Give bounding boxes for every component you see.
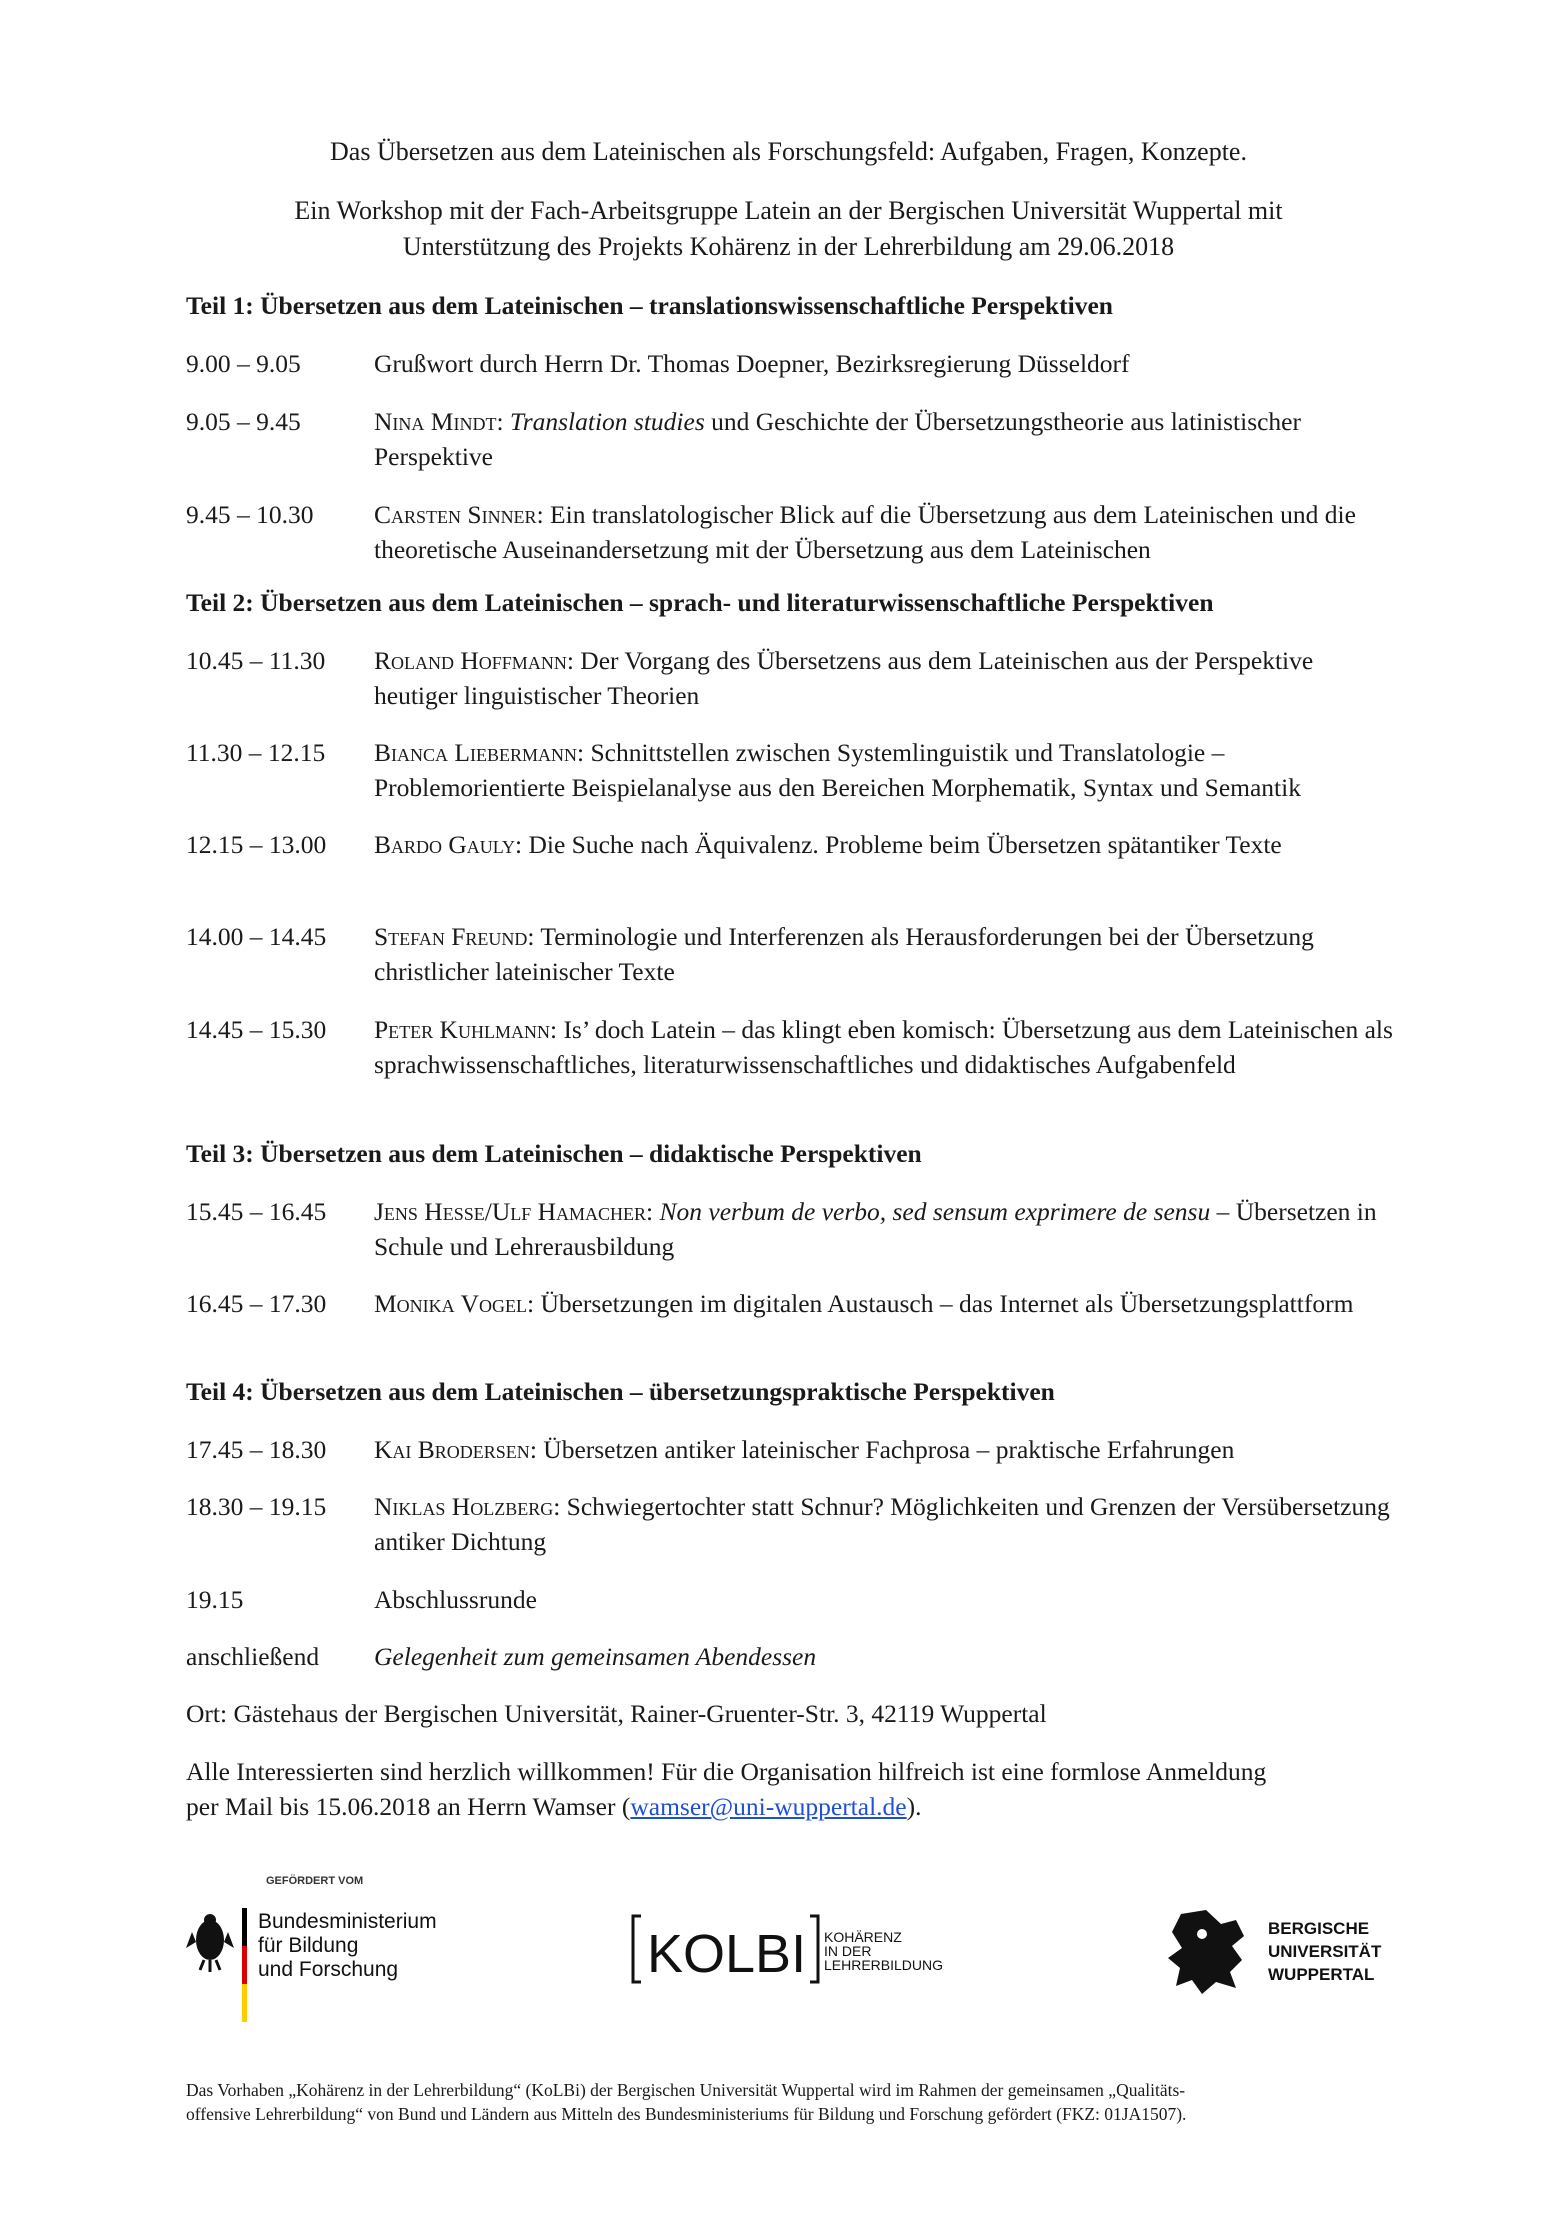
document-title: Das Übersetzen aus dem Lateinischen als Forschungsfeld: Aufgaben, Fragen, Konzepte. — [330, 137, 1247, 166]
schedule-time: 9.00 – 9.05 — [186, 349, 301, 378]
footnote-line-2: offensive Lehrerbildung“ von Bund und Ländern aus Mitteln des Bundesministeriums für Bildung und Forschung gefördert (FKZ: 01JA1507). — [186, 2104, 1187, 2124]
schedule-time: anschließend — [186, 1642, 320, 1671]
kolbi-logo — [633, 1916, 943, 1984]
speaker-name: Bardo Gauly — [374, 830, 515, 859]
schedule-time: 19.15 — [186, 1585, 244, 1614]
schedule-description: Abschlussrunde — [374, 1585, 537, 1614]
section-heading-3: Teil 3: Übersetzen aus dem Lateinischen – didaktische Perspektiven — [186, 1139, 922, 1168]
invitation-suffix: ). — [906, 1792, 922, 1821]
section-heading-1: Teil 1: Übersetzen aus dem Lateinischen – translationswissenschaftliche Perspektiven — [186, 291, 1113, 320]
speaker-name: Kai Brodersen — [374, 1435, 530, 1464]
kolbi-tagline-1: KOHÄRENZ — [824, 1929, 902, 1945]
document-subtitle — [186, 193, 1391, 265]
lion-crest-icon — [1168, 1910, 1244, 1994]
schedule-description: Roland Hoffmann: Der Vorgang des Übersetzens aus dem Lateinischen aus der Perspektive heutiger linguistischer Theorien — [374, 646, 1314, 710]
section-heading-4: Teil 4: Übersetzen aus dem Lateinischen – übersetzungspraktische Perspektiven — [186, 1377, 1055, 1406]
invitation-prefix: per Mail bis 15.06.2018 an Herrn Wamser ( — [186, 1792, 631, 1821]
speaker-name: Carsten Sinner — [374, 500, 537, 529]
schedule-time: 15.45 – 16.45 — [186, 1197, 327, 1226]
schedule-time: 17.45 – 18.30 — [186, 1435, 327, 1464]
kolbi-wordmark: KOLBI — [647, 1924, 807, 1984]
talk-title: Übersetzen antiker lateinischer Fachprosa – praktische Erfahrungen — [543, 1435, 1235, 1464]
schedule-description: Peter Kuhlmann: Is’ doch Latein – das klingt eben komisch: Übersetzung aus dem Lateinischen als sprachwissenschaftliches, literaturwissenschaftliches und didaktisches Aufgabenfeld — [374, 1015, 1393, 1079]
talk-title: Die Suche nach Äquivalenz. Probleme beim Übersetzen spätantiker Texte — [528, 830, 1282, 859]
bmbf-name-line-1: Bundesministerium — [258, 1910, 437, 1933]
talk-title: Der Vorgang des Übersetzens aus dem Lateinischen aus der Perspektive heutiger linguistischer Theorien — [374, 646, 1314, 710]
venue-text: Ort: Gästehaus der Bergischen Universität, Rainer-Gruenter-Str. 3, 42119 Wuppertal — [186, 1699, 1047, 1728]
schedule-time: 10.45 – 11.30 — [186, 646, 326, 675]
schedule-time: 9.45 – 10.30 — [186, 500, 314, 529]
talk-title-italic: Translation studies — [509, 407, 705, 436]
invitation-text — [186, 1754, 1396, 1824]
talk-title: und Geschichte der Übersetzungstheorie aus latinistischer Perspektive — [374, 407, 1301, 471]
speaker-name: Bianca Liebermann — [374, 738, 577, 767]
talk-title-italic: Non verbum de verbo, sed sensum exprimere de sensu — [659, 1197, 1211, 1226]
schedule-description: Carsten Sinner: Ein translatologischer Blick auf die Übersetzung aus dem Lateinischen und die theoretische Auseinandersetzung mit der Übersetzung aus dem Lateinischen — [374, 500, 1356, 564]
schedule-time: 12.15 – 13.00 — [186, 830, 327, 859]
speaker-name: Peter Kuhlmann — [374, 1015, 550, 1044]
flag-stripe-red — [242, 1946, 247, 1984]
schedule-description: Gelegenheit zum gemeinsamen Abendessen — [374, 1642, 817, 1671]
funding-footnote — [186, 2078, 1376, 2126]
talk-title: Übersetzungen im digitalen Austausch – das Internet als Übersetzungsplattform — [540, 1289, 1354, 1318]
invitation-line-1: Alle Interessierten sind herzlich willkommen! Für die Organisation hilfreich ist eine formlose Anmeldung — [186, 1757, 1267, 1786]
speaker-name: Nina Mindt — [374, 407, 497, 436]
schedule-time: 11.30 – 12.15 — [186, 738, 326, 767]
schedule-description: Stefan Freund: Terminologie und Interferenzen als Herausforderungen bei der Übersetzung christlicher lateinischer Texte — [374, 922, 1314, 986]
schedule-description: Jens Heße/Ulf Hamacher: Non verbum de verbo, sed sensum exprimere de sensu – Übersetzen in Schule und Lehrerausbildung — [374, 1197, 1377, 1261]
schedule-time: 14.45 – 15.30 — [186, 1015, 327, 1044]
buw-name-line-2: UNIVERSITÄT — [1268, 1942, 1382, 1961]
federal-eagle-icon — [186, 1914, 234, 1972]
bmbf-name-line-2: für Bildung — [258, 1934, 359, 1957]
schedule-time: 16.45 – 17.30 — [186, 1289, 327, 1318]
speaker-name: Monika Vogel — [374, 1289, 527, 1318]
talk-title: Schnittstellen zwischen Systemlinguistik und Translatologie – Problemorientierte Beispielanalyse aus den Bereichen Morphematik, Syntax und Semantik — [374, 738, 1301, 802]
schedule-description: Bardo Gauly: Die Suche nach Äquivalenz. Probleme beim Übersetzen spätantiker Texte — [374, 830, 1282, 859]
buw-name-line-1: BERGISCHE — [1268, 1919, 1370, 1938]
footnote-line-1: Das Vorhaben „Kohärenz in der Lehrerbildung“ (KoLBi) der Bergischen Universität Wuppertal wird im Rahmen der gemeinsamen „Qualitäts- — [186, 2080, 1186, 2100]
flag-stripe-gold — [242, 1984, 247, 2022]
talk-title: Is’ doch Latein – das klingt eben komisch: Übersetzung aus dem Lateinischen als sprachwissenschaftliches, literaturwissenschaftliches und didaktisches Aufgabenfeld — [374, 1015, 1393, 1079]
buw-logo — [1168, 1910, 1382, 1994]
subtitle-line-1: Ein Workshop mit der Fach-Arbeitsgruppe Latein an der Bergischen Universität Wuppertal mit — [294, 196, 1283, 225]
schedule-description: Niklas Holzberg: Schwiegertochter statt Schnur? Möglichkeiten und Grenzen der Versübersetzung antiker Dichtung — [374, 1492, 1390, 1556]
schedule-description: Nina Mindt: Translation studies und Geschichte der Übersetzungstheorie aus latinistischer Perspektive — [374, 407, 1301, 471]
subtitle-line-2: Unterstützung des Projekts Kohärenz in der Lehrerbildung am 29.06.2018 — [402, 232, 1175, 261]
schedule-time: 18.30 – 19.15 — [186, 1492, 327, 1521]
bmbf-name-line-3: und Forschung — [258, 1958, 399, 1981]
sponsor-logos — [186, 1870, 1386, 2050]
email-link[interactable]: wamser@uni-wuppertal.de — [630, 1792, 907, 1821]
talk-title: Ein translatologischer Blick auf die Übersetzung aus dem Lateinischen und die theoretische Auseinandersetzung mit der Übersetzung aus dem Lateinischen — [374, 500, 1356, 564]
talk-title: Terminologie und Interferenzen als Herausforderungen bei der Übersetzung christlicher lateinischer Texte — [374, 922, 1314, 986]
bmbf-logo — [186, 1874, 437, 2022]
speaker-name: Roland Hoffmann — [374, 646, 567, 675]
kolbi-tagline-3: LEHRERBILDUNG — [824, 1957, 944, 1973]
flag-stripe-black — [242, 1908, 247, 1946]
schedule-time: 14.00 – 14.45 — [186, 922, 327, 951]
talk-title: – Übersetzen in Schule und Lehrerausbildung — [374, 1197, 1377, 1261]
schedule-description: Kai Brodersen: Übersetzen antiker lateinischer Fachprosa – praktische Erfahrungen — [374, 1435, 1235, 1464]
schedule-time: 9.05 – 9.45 — [186, 407, 301, 436]
schedule-description: Monika Vogel: Übersetzungen im digitalen Austausch – das Internet als Übersetzungsplattform — [374, 1289, 1354, 1318]
speaker-name: Jens Heße/Ulf Hamacher — [374, 1197, 647, 1226]
schedule-description: Grußwort durch Herrn Dr. Thomas Doepner, Bezirksregierung Düsseldorf — [374, 349, 1130, 378]
sponsor-logos-graphic — [186, 1870, 1386, 2050]
talk-title: Schwiegertochter statt Schnur? Möglichkeiten und Grenzen der Versübersetzung antiker Dichtung — [374, 1492, 1390, 1556]
kolbi-tagline-2: IN DER — [824, 1943, 872, 1959]
speaker-name: Stefan Freund — [374, 922, 528, 951]
speaker-name: Niklas Holzberg — [374, 1492, 554, 1521]
schedule-description: Bianca Liebermann: Schnittstellen zwischen Systemlinguistik und Translatologie – Problemorientierte Beispielanalyse aus den Bereichen Morphematik, Syntax und Semantik — [374, 738, 1301, 802]
funded-by-label: GEFÖRDERT VOM — [266, 1875, 364, 1887]
buw-name-line-3: WUPPERTAL — [1268, 1965, 1375, 1984]
section-heading-2: Teil 2: Übersetzen aus dem Lateinischen – sprach- und literaturwissenschaftliche Perspektiven — [186, 588, 1214, 617]
invitation-line-2 — [186, 1789, 1396, 1824]
